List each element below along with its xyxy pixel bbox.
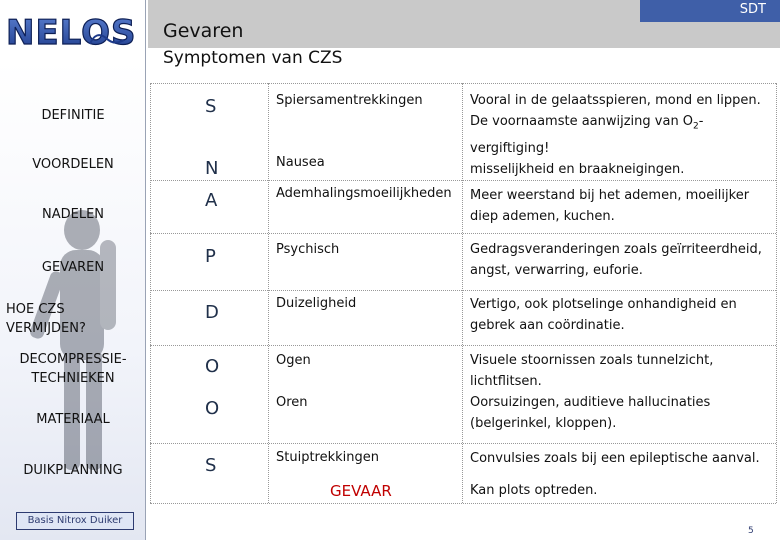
page-title: Gevaren — [163, 20, 244, 42]
acronym-letter: O — [205, 398, 220, 419]
sidebar-item-voordelen[interactable]: VOORDELEN — [32, 157, 114, 172]
header-tag: SDT — [739, 2, 766, 17]
description-line: misselijkheid en braakneigingen. — [470, 161, 685, 177]
symptom-description: Meer weerstand bij het ademen, moeilijker diep ademen, kuchen. — [470, 188, 750, 224]
symptom-name: Spiersamentrekkingen — [276, 93, 423, 108]
symptom-description: Gedragsveranderingen zoals geïrriteerdheid, angst, verwarring, euforie. — [470, 242, 762, 278]
logo — [0, 0, 148, 60]
warning-description: Kan plots optreden. — [470, 483, 598, 498]
subscript: 2 — [693, 121, 699, 132]
symptom-description: Convulsies zoals bij een epileptische aanval. — [470, 451, 760, 466]
description-line: Vooral in de gelaatsspieren, mond en lippen. — [470, 93, 761, 108]
sidebar-item-gevaren[interactable]: GEVAREN — [41, 260, 105, 275]
description-line — [470, 111, 770, 159]
symptom-name: Psychisch — [276, 242, 340, 257]
logo-text: NELOS — [6, 13, 137, 53]
table-column-rule — [150, 83, 152, 503]
table-column-rule — [462, 83, 464, 503]
sidebar-item-duikplanning[interactable]: DUIKPLANNING — [23, 463, 123, 478]
symptom-name: Nausea — [276, 155, 325, 170]
table-column-rule — [268, 83, 270, 503]
sidebar-item-hoe-czs-vermijden[interactable]: HOE CZS VERMIJDEN? — [6, 302, 86, 336]
course-badge: Basis Nitrox Duiker — [16, 512, 134, 530]
sidebar-item-nadelen[interactable]: NADELEN — [41, 207, 105, 222]
acronym-letter: S — [205, 455, 217, 476]
symptom-description: Visuele stoornissen zoals tunnelzicht, lichtflitsen. — [470, 353, 714, 389]
acronym-letter: O — [205, 356, 220, 377]
acronym-letter: S — [205, 96, 217, 117]
header-accent — [640, 0, 780, 22]
acronym-letter: D — [205, 302, 219, 323]
symptom-name: Duizeligheid — [276, 296, 357, 311]
sidebar-item-materiaal[interactable]: MATERIAAL — [36, 412, 110, 427]
sidebar-item-definitie[interactable]: DEFINITIE — [41, 108, 105, 123]
page-number: 5 — [748, 526, 754, 536]
sidebar-item-decompressie-technieken[interactable]: DECOMPRESSIE-TECHNIEKEN — [19, 352, 127, 386]
acronym-letter: P — [205, 246, 216, 267]
symptom-name: Ogen — [276, 353, 311, 368]
description-text: De voornaamste aanwijzing van O — [470, 114, 694, 129]
page-subtitle: Symptomen van CZS — [163, 48, 343, 68]
symptom-description: Vertigo, ook plotselinge onhandigheid en gebrek aan coördinatie. — [470, 297, 737, 333]
symptom-name: Stuiptrekkingen — [276, 450, 380, 465]
description-text: -vergiftiging! — [470, 114, 704, 156]
symptom-description: Oorsuizingen, auditieve hallucinaties (belgerinkel, kloppen). — [470, 395, 711, 431]
symptom-name: Oren — [276, 395, 308, 410]
table-column-rule — [776, 83, 778, 503]
table-rule — [150, 503, 776, 505]
danger-warning: GEVAAR — [330, 482, 392, 500]
symptom-description — [470, 90, 770, 180]
logo-graphic — [0, 0, 148, 60]
acronym-letter: N — [205, 158, 219, 179]
symptom-name: Ademhalingsmoeilijkheden — [276, 186, 452, 201]
acronym-letter: A — [205, 190, 218, 211]
